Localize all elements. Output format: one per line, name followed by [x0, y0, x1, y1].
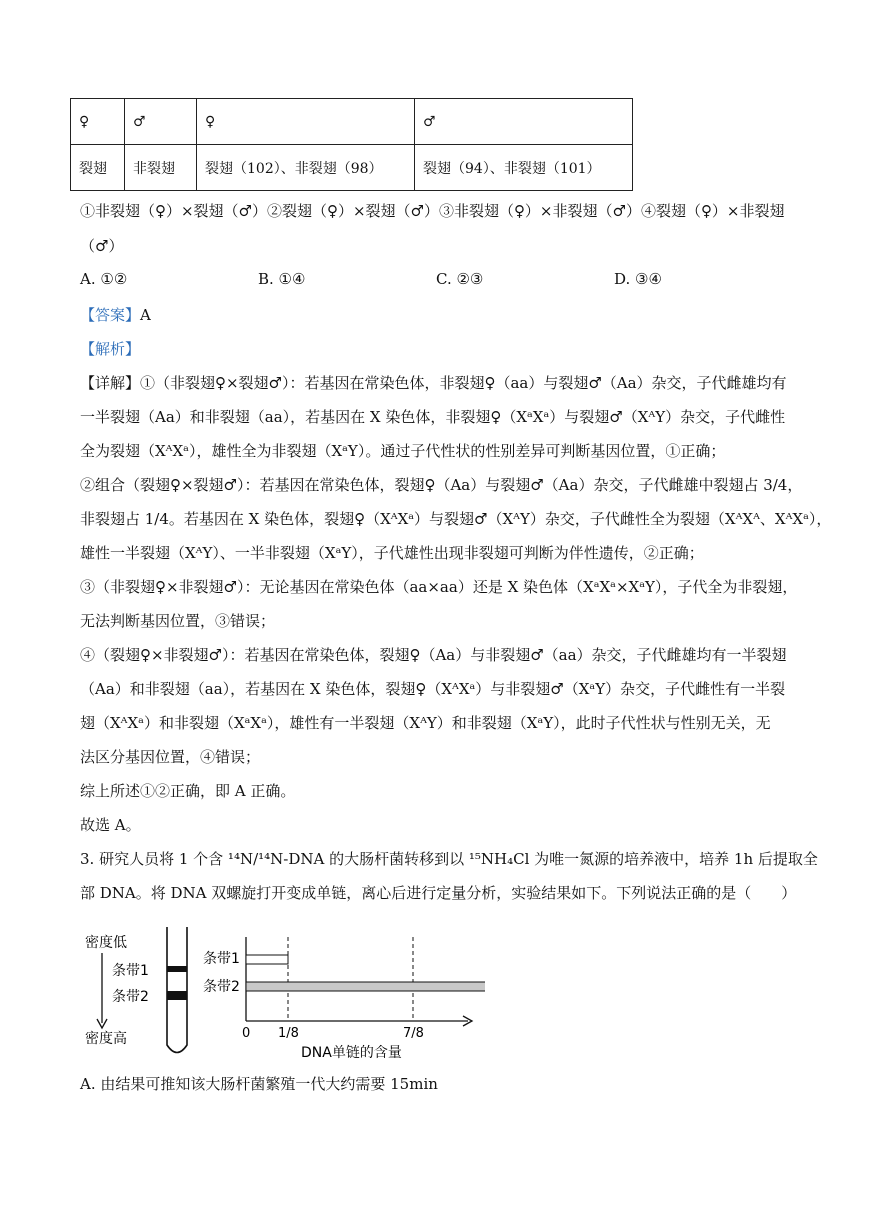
table-header-row: [71, 99, 633, 145]
table-header-cell: ♂: [415, 99, 633, 145]
explain-line: 无法判断基因位置，③错误；: [80, 612, 276, 630]
centrifuge-tube: [167, 927, 187, 1053]
tick-1-8: 1/8: [278, 1026, 299, 1041]
bar-2: [246, 982, 485, 991]
table-cell: 裂翅（102）、非裂翅（98）: [197, 145, 415, 191]
table-row: [71, 145, 633, 191]
x-axis-label: DNA单链的含量: [301, 1045, 402, 1061]
table-cell: 裂翅（94）、非裂翅（101）: [415, 145, 633, 191]
centrifuge-figure: [75, 915, 485, 1065]
tick-0: 0: [242, 1026, 251, 1041]
explain-line: 一半裂翅（Aa）和非裂翅（aa），若基因在 X 染色体，非裂翅♀（XᵃXᵃ）与裂翅♂（XᴬY）杂交，子代雌性: [80, 408, 786, 426]
explain-line: （Aa）和非裂翅（aa），若基因在 X 染色体，裂翅♀（XᴬXᵃ）与非裂翅♂（XᵃY）杂交，子代雌性有一半裂: [80, 680, 786, 698]
question-3-line: 3. 研究人员将 1 个含 ¹⁴N/¹⁴N-DNA 的大肠杆菌转移到以 ¹⁵NH₄Cl 为唯一氮源的培养液中，培养 1h 后提取全: [80, 850, 818, 868]
explain-line: ④（裂翅♀×非裂翅♂）：若基因在常染色体，裂翅♀（Aa）与非裂翅♂（aa）杂交，子代雌雄均有一半裂翅: [80, 646, 787, 664]
table-header-cell: ♀: [197, 99, 415, 145]
explain-line: 翅（XᴬXᵃ）和非裂翅（XᵃXᵃ），雄性有一半裂翅（XᴬY）和非裂翅（XᵃY），此时子代性状与性别无关，无: [80, 714, 771, 732]
tube-band2-label: 条带2: [112, 989, 149, 1005]
answer-tag: 【答案】: [80, 306, 141, 324]
question-3-line: 部 DNA。将 DNA 双螺旋打开变成单链，离心后进行定量分析，实验结果如下。下列说法正确的是（ ）: [80, 884, 797, 902]
tube-bottom-label: 密度高: [85, 1031, 127, 1047]
cross-options-line: ①非裂翅（♀）×裂翅（♂）②裂翅（♀）×裂翅（♂）③非裂翅（♀）×非裂翅（♂）④裂翅（♀）×非裂翅: [80, 202, 785, 220]
explain-line: 故选 A。: [80, 816, 141, 834]
chart-band1-label: 条带1: [203, 951, 240, 967]
table-header-cell: ♀: [71, 99, 125, 145]
tick-7-8: 7/8: [403, 1026, 424, 1041]
tube-top-label: 密度低: [85, 935, 127, 951]
choice-a: A. ①②: [80, 270, 128, 288]
table-cell: 非裂翅: [125, 145, 197, 191]
table-cell: 裂翅: [71, 145, 125, 191]
explain-line: ②组合（裂翅♀×裂翅♂）：若基因在常染色体，裂翅♀（Aa）与裂翅♂（Aa）杂交，子代雌雄中裂翅占 3/4，: [80, 476, 803, 494]
bar-1: [246, 955, 288, 964]
analysis-tag: 【解析】: [80, 340, 141, 358]
chart-band2-label: 条带2: [203, 979, 240, 995]
tube-band-1: [167, 966, 187, 972]
explain-line: 综上所述①②正确，即 A 正确。: [80, 782, 296, 800]
table-header-cell: ♂: [125, 99, 197, 145]
explain-line: 非裂翅占 1/4。若基因在 X 染色体，裂翅♀（XᴬXᵃ）与裂翅♂（XᴬY）杂交，子代雌性全为裂翅（XᴬXᴬ、XᴬXᵃ），: [80, 510, 832, 528]
explain-line: 全为裂翅（XᴬXᵃ），雄性全为非裂翅（XᵃY）。通过子代性状的性别差异可判断基因位置，①正确；: [80, 442, 726, 460]
tube-band1-label: 条带1: [112, 963, 149, 979]
explain-line: 【详解】①（非裂翅♀×裂翅♂）：若基因在常染色体，非裂翅♀（aa）与裂翅♂（Aa）杂交，子代雌雄均有: [80, 374, 787, 392]
explain-line: 雄性一半裂翅（XᴬY）、一半非裂翅（XᵃY），子代雄性出现非裂翅可判断为伴性遗传，②正确；: [80, 544, 704, 562]
explain-line: ③（非裂翅♀×非裂翅♂）：无论基因在常染色体（aa×aa）还是 X 染色体（XᵃXᵃ×XᵃY），子代全为非裂翅，: [80, 578, 798, 596]
cross-options-line: （♂）: [80, 237, 124, 255]
genotype-table: [70, 98, 633, 191]
explain-line: 法区分基因位置，④错误；: [80, 748, 261, 766]
tube-band-2: [167, 991, 187, 1000]
choice-c: C. ②③: [436, 270, 484, 288]
choice-d: D. ③④: [614, 270, 662, 288]
option-a-line: A. 由结果可推知该大肠杆菌繁殖一代大约需要 15min: [80, 1075, 438, 1093]
choice-b: B. ①④: [258, 270, 306, 288]
answer-line: [80, 304, 151, 325]
answer-value: A: [140, 306, 151, 324]
